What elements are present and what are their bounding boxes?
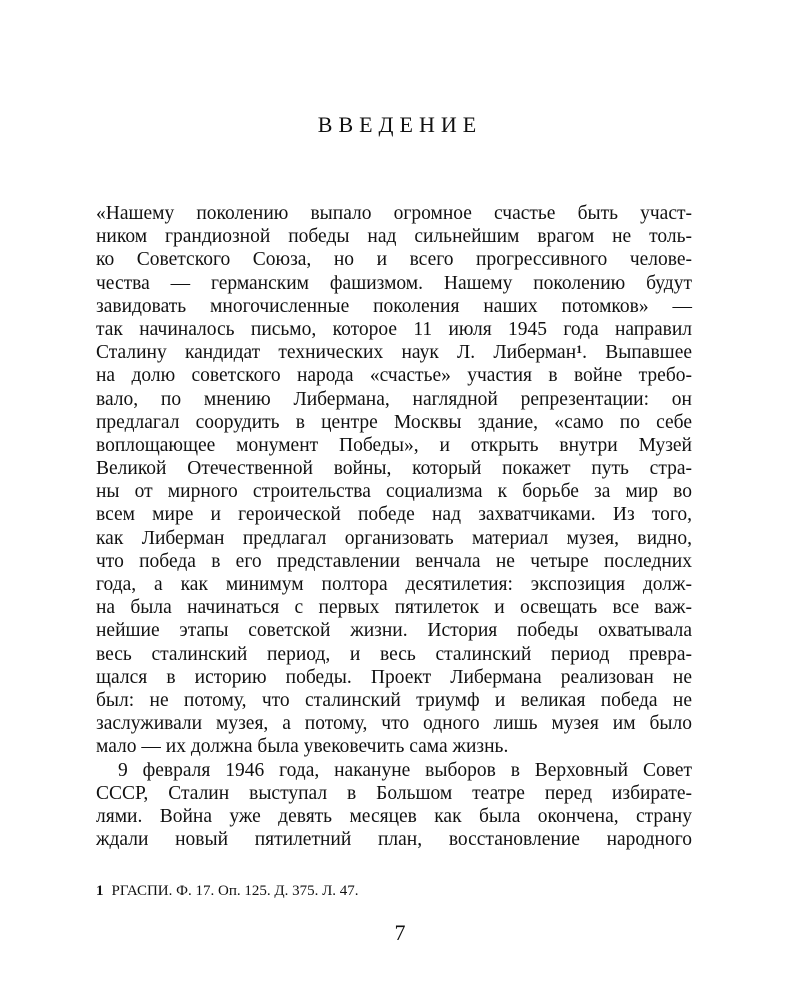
text-line: СССР, Сталин выступал в Большом театре перед избирате-	[96, 782, 692, 804]
text-line: Великой Отечественной войны, который покажет путь стра-	[96, 458, 692, 480]
text-line: ждали новый пятилетний план, восстановление народного	[96, 829, 692, 851]
text-line: нейшие этапы советской жизни. История победы охватывала	[96, 620, 692, 642]
text-line: весь сталинский период, и весь сталинский период превра-	[96, 643, 692, 665]
text-line: «Нашему поколению выпало огромное счастье быть участ-	[96, 203, 692, 224]
text-line: чества — германским фашизмом. Нашему поколению будут	[96, 272, 692, 294]
text-line: года, а как минимум полтора десятилетия: экспозиция долж-	[96, 574, 692, 595]
text-line: завидовать многочисленные поколения наших потомков» —	[96, 295, 692, 317]
text-line: так начиналось письмо, которое 11 июля 1945 года направил	[96, 318, 692, 340]
text-line: на была начинаться с первых пятилеток и освещать все важ-	[96, 597, 692, 619]
text-line-with-footnote	[96, 341, 692, 364]
text-line: вало, по мнению Либермана, наглядной репрезентации: он	[96, 388, 692, 410]
footnote-text: РГАСПИ. Ф. 17. Оп. 125. Д. 375. Л. 47.	[111, 883, 359, 899]
footnote-reference[interactable]: 1	[576, 342, 583, 357]
footnote	[96, 883, 359, 900]
text-line: щался в историю победы. Проект Либермана реализован не	[96, 666, 692, 688]
body-text	[96, 202, 692, 851]
text-line: предлагал соорудить в центре Москвы здание, «само по себе	[96, 411, 692, 433]
chapter-title: ВВЕДЕНИЕ	[317, 112, 483, 137]
text-line: всем мире и героической победе над захватчиками. Из того,	[96, 504, 692, 526]
text-line: как Либерман предлагал организовать материал музея, видно,	[96, 527, 692, 549]
text-fragment: Сталину кандидат технических наук Л. Либерман	[96, 342, 577, 364]
text-line-paragraph-end: мало — их должна была увековечить сама жизнь.	[96, 736, 509, 758]
text-line: ко Советского Союза, но и всего прогрессивного челове-	[96, 249, 692, 271]
text-line: на долю советского народа «счастье» участия в войне требо-	[96, 365, 692, 387]
text-fragment: . Выпавшее	[582, 342, 692, 364]
text-line: ны от мирного строительства социализма к борьбе за мир во	[96, 481, 692, 503]
text-line: заслуживали музея, а потому, что одного лишь музея им было	[96, 713, 692, 735]
page-number: 7	[394, 920, 406, 945]
footnote-number: 1	[96, 883, 104, 899]
text-line: воплощающее монумент Победы», и открыть внутри Музей	[96, 434, 692, 456]
text-line: что победа в его представлении венчала не четыре последних	[96, 550, 692, 572]
text-line: лями. Война уже девять месяцев как была окончена, страну	[96, 805, 692, 827]
text-line: был: не потому, что сталинский триумф и великая победа не	[96, 689, 692, 711]
text-line-paragraph-start: 9 февраля 1946 года, накануне выборов в Верховный Совет	[118, 759, 692, 781]
text-line: ником грандиозной победы над сильнейшим врагом не толь-	[96, 226, 692, 248]
